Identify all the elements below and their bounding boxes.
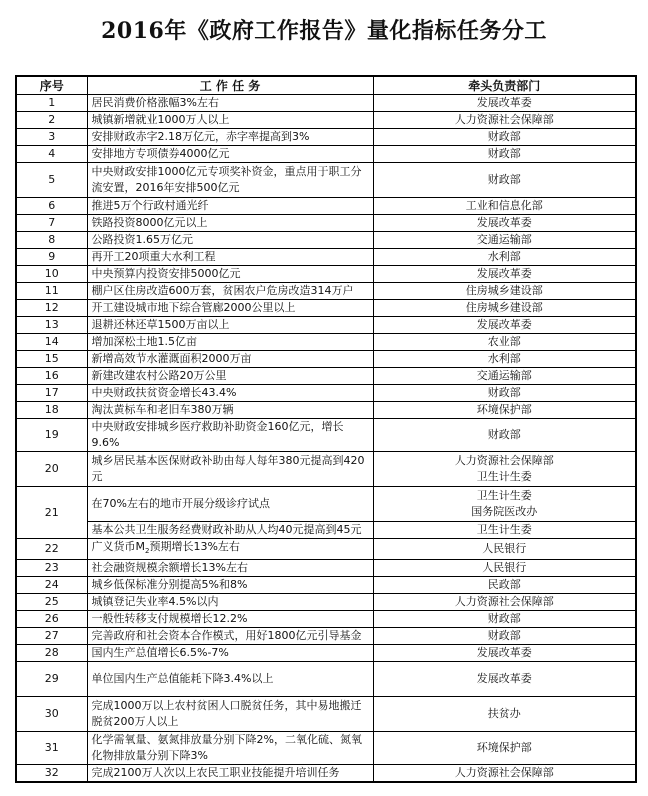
department-name: 住房城乡建设部 <box>465 301 543 314</box>
row-task-description: 中央财政安排1000亿元专项奖补资金，重点用于职工分流安置，2016年安排500亿元 <box>87 163 373 198</box>
row-task-description: 淘汰黄标车和老旧车380万辆 <box>87 402 373 419</box>
row-serial-number: 5 <box>16 163 87 198</box>
department-name: 发展改革委 <box>476 216 532 229</box>
row-lead-department <box>373 594 636 611</box>
row-lead-department <box>373 487 636 522</box>
row-task-description: 城镇登记失业率4.5%以内 <box>87 594 373 611</box>
row-task-description: 社会融资规模余额增长13%左右 <box>87 560 373 577</box>
row-serial-number: 7 <box>16 215 87 232</box>
department-name: 发展改革委 <box>476 672 532 686</box>
row-task-description: 居民消费价格涨幅3%左右 <box>87 95 373 112</box>
row-lead-department <box>373 628 636 645</box>
row-task-description: 化学需氧量、氨氮排放量分别下降2%，二氧化硫、氮氧化物排放量分别下降3% <box>87 732 373 765</box>
department-name: 人力资源社会保障部 <box>454 766 554 780</box>
row-serial-number: 27 <box>16 628 87 645</box>
row-serial-number: 4 <box>16 146 87 163</box>
table-row <box>16 522 636 539</box>
row-serial-number: 26 <box>16 611 87 628</box>
table-row <box>16 594 636 611</box>
row-task-description: 中央财政扶贫资金增长43.4% <box>87 385 373 402</box>
header-work-task: 工 作 任 务 <box>87 76 373 95</box>
department-name: 发展改革委 <box>476 646 532 660</box>
row-serial-number: 16 <box>16 368 87 385</box>
row-serial-number: 1 <box>16 95 87 112</box>
row-serial-number: 22 <box>16 539 87 560</box>
row-lead-department <box>373 317 636 334</box>
table-row <box>16 577 636 594</box>
department-name: 卫生计生委 <box>476 523 532 536</box>
table-row <box>16 215 636 232</box>
table-row <box>16 402 636 419</box>
table-row <box>16 283 636 300</box>
row-task-description: 基本公共卫生服务经费财政补助从人均40元提高到45元 <box>87 522 373 539</box>
row-lead-department <box>373 662 636 697</box>
row-lead-department <box>373 765 636 783</box>
department-name: 人力资源社会保障部 <box>454 595 554 609</box>
row-lead-department <box>373 645 636 662</box>
row-lead-department <box>373 249 636 266</box>
department-name: 财政部 <box>487 130 521 143</box>
row-serial-number: 29 <box>16 662 87 697</box>
row-serial-number: 15 <box>16 351 87 368</box>
table-row <box>16 334 636 351</box>
row-serial-number: 21 <box>16 487 87 539</box>
table-row <box>16 317 636 334</box>
row-lead-department <box>373 215 636 232</box>
department-name: 交通运输部 <box>476 233 532 246</box>
row-lead-department <box>373 611 636 628</box>
department-name: 人力资源社会保障部 <box>454 113 554 126</box>
table-body <box>16 95 636 783</box>
row-task-description: 安排财政赤字2.18万亿元，赤字率提高到3% <box>87 129 373 146</box>
row-lead-department <box>373 351 636 368</box>
table-row <box>16 232 636 249</box>
table-row <box>16 163 636 198</box>
row-lead-department <box>373 732 636 765</box>
row-task-description: 完善政府和社会资本合作模式，用好1800亿元引导基金 <box>87 628 373 645</box>
row-lead-department <box>373 419 636 452</box>
row-task-description: 城乡低保标准分别提高5%和8% <box>87 577 373 594</box>
header-serial-number: 序号 <box>16 76 87 95</box>
row-task-description: 单位国内生产总值能耗下降3.4%以上 <box>87 662 373 697</box>
row-serial-number: 32 <box>16 765 87 783</box>
department-name: 财政部 <box>487 629 521 643</box>
row-task-description: 棚户区住房改造600万套，贫困农户危房改造314万户 <box>87 283 373 300</box>
row-task-description: 退耕还林还草1500万亩以上 <box>87 317 373 334</box>
row-lead-department <box>373 452 636 487</box>
row-lead-department <box>373 334 636 351</box>
department-name: 财政部 <box>487 173 521 186</box>
department-name: 水利部 <box>487 250 521 263</box>
table-row <box>16 351 636 368</box>
row-task-description: 推进5万个行政村通光纤 <box>87 198 373 215</box>
row-serial-number: 9 <box>16 249 87 266</box>
department-name: 发展改革委 <box>476 318 532 331</box>
table-row <box>16 697 636 732</box>
row-lead-department <box>373 283 636 300</box>
department-name: 农业部 <box>487 335 521 348</box>
row-serial-number: 28 <box>16 645 87 662</box>
row-lead-department <box>373 300 636 317</box>
row-serial-number: 6 <box>16 198 87 215</box>
row-serial-number: 23 <box>16 560 87 577</box>
row-lead-department <box>373 232 636 249</box>
table-row <box>16 419 636 452</box>
row-lead-department <box>373 577 636 594</box>
department-name: 国务院医改办 <box>471 505 538 518</box>
row-task-description: 中央财政安排城乡医疗救助补助资金160亿元，增长9.6% <box>87 419 373 452</box>
table-row <box>16 112 636 129</box>
row-task-description: 城镇新增就业1000万人以上 <box>87 112 373 129</box>
row-serial-number: 2 <box>16 112 87 129</box>
row-lead-department <box>373 402 636 419</box>
row-serial-number: 31 <box>16 732 87 765</box>
table-row <box>16 452 636 487</box>
row-task-description: 安排地方专项债券4000亿元 <box>87 146 373 163</box>
row-serial-number: 11 <box>16 283 87 300</box>
table-row <box>16 645 636 662</box>
row-serial-number: 18 <box>16 402 87 419</box>
table-header-row <box>16 76 636 95</box>
table-row <box>16 146 636 163</box>
row-lead-department <box>373 146 636 163</box>
row-task-description: 中央预算内投资安排5000亿元 <box>87 266 373 283</box>
department-name: 财政部 <box>487 147 521 160</box>
department-name: 卫生计生委 <box>476 489 532 502</box>
department-name: 交通运输部 <box>476 369 532 382</box>
table-row <box>16 765 636 783</box>
row-task-description: 完成1000万以上农村贫困人口脱贫任务，其中易地搬迁脱贫200万人以上 <box>87 697 373 732</box>
row-serial-number: 19 <box>16 419 87 452</box>
table-row <box>16 300 636 317</box>
document-title: 2016年《政府工作报告》量化指标任务分工 <box>101 18 547 44</box>
row-lead-department <box>373 163 636 198</box>
row-task-description: 在70%左右的地市开展分级诊疗试点 <box>87 487 373 522</box>
table-row <box>16 560 636 577</box>
row-serial-number: 8 <box>16 232 87 249</box>
row-serial-number: 17 <box>16 385 87 402</box>
row-task-description: 新建改建农村公路20万公里 <box>87 368 373 385</box>
department-name: 财政部 <box>487 386 521 399</box>
row-task-description: 城乡居民基本医保财政补助由每人每年380元提高到420元 <box>87 452 373 487</box>
row-serial-number: 14 <box>16 334 87 351</box>
table-row <box>16 539 636 560</box>
row-task-description: 新增高效节水灌溉面积2000万亩 <box>87 351 373 368</box>
table-row <box>16 662 636 697</box>
row-task-description: 开工建设城市地下综合管廊2000公里以上 <box>87 300 373 317</box>
header-lead-department: 牵头负责部门 <box>373 76 636 95</box>
department-name: 人力资源社会保障部 <box>454 454 554 467</box>
row-serial-number: 10 <box>16 266 87 283</box>
row-lead-department <box>373 129 636 146</box>
table-row <box>16 732 636 765</box>
department-name: 工业和信息化部 <box>465 199 543 212</box>
row-lead-department <box>373 112 636 129</box>
department-name: 水利部 <box>487 352 521 365</box>
department-name: 人民银行 <box>482 561 527 575</box>
row-lead-department <box>373 368 636 385</box>
table-row <box>16 198 636 215</box>
department-name: 扶贫办 <box>487 707 521 721</box>
row-lead-department <box>373 560 636 577</box>
table-row <box>16 266 636 283</box>
row-lead-department <box>373 697 636 732</box>
row-serial-number: 25 <box>16 594 87 611</box>
row-task-description: 国内生产总值增长6.5%-7% <box>87 645 373 662</box>
table-row <box>16 611 636 628</box>
row-lead-department <box>373 385 636 402</box>
row-serial-number: 24 <box>16 577 87 594</box>
department-name: 环境保护部 <box>476 741 532 755</box>
table-row <box>16 249 636 266</box>
department-name: 环境保护部 <box>476 403 532 416</box>
table-row <box>16 95 636 112</box>
department-name: 卫生计生委 <box>476 470 532 483</box>
department-name: 发展改革委 <box>476 267 532 280</box>
row-lead-department <box>373 539 636 560</box>
row-task-description: 再开工20项重大水利工程 <box>87 249 373 266</box>
row-task-description: 广义货币$M_2$预期增长13%左右 <box>87 539 373 560</box>
row-lead-department <box>373 95 636 112</box>
department-name: 财政部 <box>487 428 521 441</box>
row-serial-number: 30 <box>16 697 87 732</box>
department-name: 住房城乡建设部 <box>465 284 543 297</box>
department-name: 发展改革委 <box>476 96 532 109</box>
row-lead-department <box>373 266 636 283</box>
row-serial-number: 3 <box>16 129 87 146</box>
row-task-description: 铁路投资8000亿元以上 <box>87 215 373 232</box>
table-row <box>16 628 636 645</box>
department-name: 财政部 <box>487 612 521 626</box>
row-serial-number: 13 <box>16 317 87 334</box>
row-serial-number: 12 <box>16 300 87 317</box>
row-lead-department <box>373 198 636 215</box>
row-serial-number: 20 <box>16 452 87 487</box>
department-name: 民政部 <box>487 578 521 592</box>
row-task-description: 增加深松土地1.5亿亩 <box>87 334 373 351</box>
department-name: 人民银行 <box>482 542 527 556</box>
table-row <box>16 487 636 522</box>
row-task-description: 一般性转移支付规模增长12.2% <box>87 611 373 628</box>
row-task-description: 完成2100万人次以上农民工职业技能提升培训任务 <box>87 765 373 783</box>
task-allocation-table <box>15 75 637 783</box>
table-row <box>16 129 636 146</box>
row-lead-department <box>373 522 636 539</box>
row-task-description: 公路投资1.65万亿元 <box>87 232 373 249</box>
table-row <box>16 368 636 385</box>
table-row <box>16 385 636 402</box>
